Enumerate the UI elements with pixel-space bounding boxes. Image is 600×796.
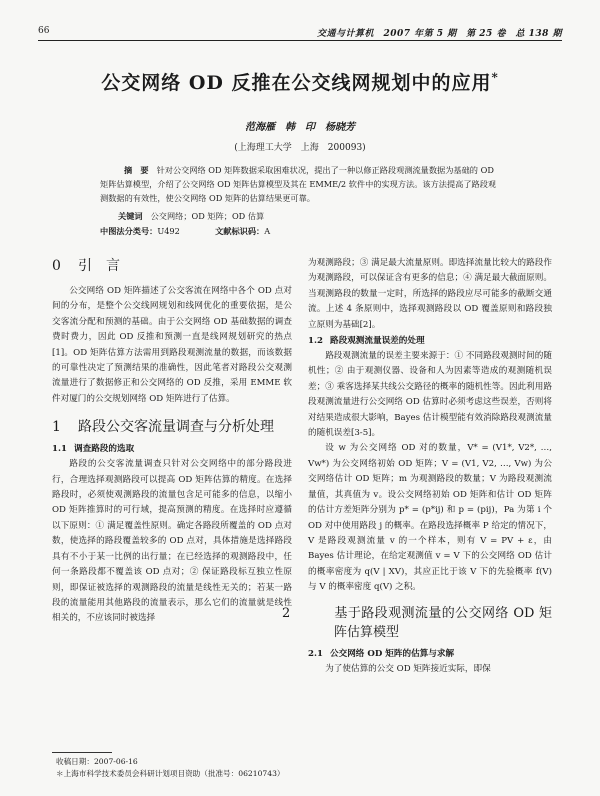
section-heading (52, 417, 292, 437)
subsection-number: 1.1 (52, 444, 67, 455)
paragraph: 为了使估算的公交 OD 矩阵接近实际，即保 (325, 663, 491, 674)
abstract-label: 摘 要 (124, 165, 149, 175)
paragraph: 公交网络 OD 矩阵描述了公交客流在网络中各个 OD 点对间的分布，是整个公交线网规划和线网优化的重要依据，是公交客流分配和预测的基础。由于公交网络 OD 基础数据的调查费时费力，因此 OD 反推和预测一直是线网规划研究的热点[1]。OD 矩阵估算方法需用到路段观测流量的数据，而该数据的可靠性决定了预测结果的准确性，因此笔者对路段公交观测流量进行了数据修正和公交网络的 OD 反推，采用 EMME 软件对厦门的公交规划网络 OD 矩阵进行了估算。 (52, 286, 292, 404)
clc-label: 中图法分类号： (100, 226, 158, 236)
abstract (100, 163, 500, 205)
subsection-title: 路段观测流量误差的处理 (330, 336, 425, 347)
footnote-received: 收稿日期：2007-06-16 (56, 757, 138, 766)
title-fund-mark: * (491, 70, 499, 85)
paper-title-text: 公交网络 OD 反推在公交线网规划中的应用 (101, 72, 492, 94)
doc-code-value: A (264, 226, 271, 236)
paper-title (0, 68, 600, 95)
page-number: 66 (38, 26, 50, 36)
paragraph: 设 w 为公交网络 OD 对的数量，V* = (V1*, V2*, …, Vw*) 为公交网络初始 OD 矩阵；V = (V1, V2, …, Vw) 为公交网络估计 OD 矩阵；m 为观测路段的数量；V 为路段观测流量值，其真值为 v。设公交网络初始 OD 矩阵和估计 OD 矩阵的估计方差矩阵分别为 p* = (p*ij) 和 p = (pij)，Pa 为第 i 个 OD 对中使用路段 j 的概率。在路段选择概率 P 给定的情况下，V 是路段观测流量 v 的一个样本，则有 V = PV + ε，由 Bayes 估计理论，在给定观测值 v = V 下的公交网络 OD 估计的概率密度为 q(V | XV)，其应正比于该 V 下的先验概率 f(V) 与 V 的概率密度 q(V) 之积。 (308, 443, 552, 593)
section-number: 0 (52, 258, 61, 274)
keywords (118, 209, 498, 223)
section-title: 路段公交客流量调查与分析处理 (78, 419, 274, 436)
subsection-title: 调查路段的选取 (74, 444, 135, 455)
subsection-heading (308, 646, 552, 662)
subsection-number: 2.1 (308, 648, 323, 659)
authors: 范海雁 韩 印 杨晓芳 (245, 122, 355, 133)
section-heading (282, 604, 552, 642)
section-number: 1 (52, 419, 61, 436)
running-header (38, 24, 562, 40)
right-column (282, 256, 552, 677)
abstract-text: 针对公交网络 OD 矩阵数据采取困难状况，提出了一种以修正路段观测流量数据为基础的 OD 矩阵估算模型，介绍了公交网络 OD 矩阵估算模型及其在 EMME/2 软件中的实现方法。该方法提高了路段观测数据的有效性，使公交网络 OD 矩阵的估算结果更可靠。 (100, 165, 497, 203)
affiliation: (上海理工大学 上海 200093) (234, 143, 366, 153)
footnote-fund: ＊上海市科学技术委员会科研计划项目资助（批准号：06210743） (56, 769, 285, 778)
paragraph: 为观测路段；③ 满足最大流量原则。即选择流量比较大的路段作为观测路段，可以保证含有更多的信息；④ 满足最大截面原则。当观测路段的数量一定时，所选择的路段应尽可能多的截断交通流。上述 4 条原则中，选择观测路段以 OD 覆盖原则和路段独立原则为基础[2]。 (308, 258, 552, 330)
doc-code-label: 文献标识码： (215, 226, 265, 236)
journal-info: 交通与计算机 2007 年第 5 期 第 25 卷 总 138 期 (316, 29, 562, 39)
subsection-title: 公交网络 OD 矩阵的估算与求解 (330, 648, 455, 659)
subsection-number: 1.2 (308, 336, 323, 347)
header-rule (38, 40, 562, 41)
footnote-rule (52, 752, 112, 753)
section-heading (52, 256, 292, 276)
subsection-heading (52, 441, 292, 457)
clc-value: U492 (157, 226, 180, 236)
keywords-text: 公交网络；OD 矩阵；OD 估算 (150, 211, 265, 221)
classification (100, 224, 500, 238)
left-column (52, 256, 292, 627)
section-title: 引 言 (78, 258, 120, 274)
section-number: 2 (282, 605, 291, 621)
section-title: 基于路段观测流量的公交网络 OD 矩阵估算模型 (334, 605, 552, 640)
keywords-label: 关键词 (118, 211, 143, 221)
paragraph: 路段观测流量的误差主要来源于：① 不同路段观测时间的随机性；② 由于观测仪器、设备和人为因素等造成的观测随机误差；③ 乘客选择某共线公交路径的概率的随机性等。因此利用路段观测流量进行公交网络 OD 估算时必须考虑这些误差，否则将对结果造成很大影响，Bayes 估计模型能有效消除路段观测流量的随机误差[3-5]。 (308, 351, 552, 439)
subsection-heading (308, 333, 552, 349)
paragraph: 路段的公交客流量调查只针对公交网络中的部分路段进行，合理选择观测路段可以提高 OD 矩阵估算的精度。在选择路段时，必须使观测路段的流量包含足可能多的信息，以缩小 OD 矩阵推算时的可行域，提高预测的精度。在选择时应遵循以下原则：① 满足覆盖性原则。确定各路段所覆盖的 OD 点对数，使选择的路段覆盖较多的 OD 点对，具体措施是选择路段具有不小于某一比例的出行量；在已经选择的观测路段中，任何一条路段都不覆盖该 OD 点对；② 保证路段标互独立性原则，即保证被选择的观测路段的流量是线性无关的；若某一路段的流量能用其他路段的流量表示，那么它们的流量就是线性相关的，不应该同时被选择 (52, 459, 292, 624)
